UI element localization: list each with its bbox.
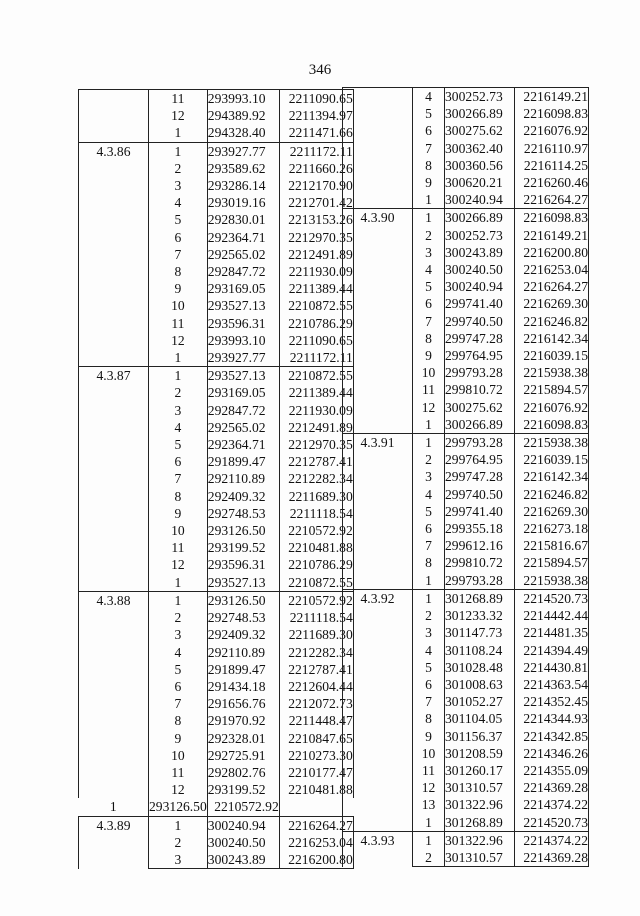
x-coordinate: 300240.94 xyxy=(445,191,515,209)
x-coordinate: 300240.94 xyxy=(445,278,515,295)
point-number: 1 xyxy=(174,574,182,590)
y-coordinate: 2210572.92 xyxy=(207,798,279,816)
y-coordinate: 2211394.97 xyxy=(279,107,353,124)
point-number: 2 xyxy=(174,834,182,850)
table-row xyxy=(343,434,589,452)
x-coordinate: 293589.62 xyxy=(207,160,279,177)
x-coordinate: 300252.73 xyxy=(445,88,515,106)
x-coordinate: 292565.02 xyxy=(207,246,279,263)
y-coordinate: 2216149.21 xyxy=(515,227,589,244)
point-number: 12 xyxy=(171,557,185,573)
x-coordinate: 299793.28 xyxy=(445,572,515,590)
x-coordinate: 293019.16 xyxy=(207,194,279,211)
y-coordinate: 2210872.55 xyxy=(279,297,353,314)
x-coordinate: 292110.89 xyxy=(207,644,279,661)
x-coordinate: 293927.77 xyxy=(207,142,279,160)
point-number: 7 xyxy=(174,696,182,712)
point-number: 2 xyxy=(174,385,182,401)
y-coordinate: 2216114.25 xyxy=(515,157,589,174)
y-coordinate: 2210872.55 xyxy=(279,367,353,385)
table-row xyxy=(343,831,589,849)
x-coordinate: 293126.50 xyxy=(207,591,279,609)
y-coordinate: 2211090.65 xyxy=(279,332,353,349)
point-number: 6 xyxy=(174,454,182,470)
y-coordinate: 2210847.65 xyxy=(279,730,353,747)
y-coordinate: 2216098.83 xyxy=(515,209,589,227)
point-number: 12 xyxy=(171,108,185,124)
x-coordinate: 299355.18 xyxy=(445,520,515,537)
point-number: 2 xyxy=(174,610,182,626)
y-coordinate: 2216098.83 xyxy=(515,416,589,434)
y-coordinate: 2210786.29 xyxy=(279,556,353,573)
y-coordinate: 2214374.22 xyxy=(515,796,589,813)
y-coordinate: 2214369.28 xyxy=(515,849,589,867)
point-number: 1 xyxy=(413,434,445,452)
point-number: 4 xyxy=(174,644,182,660)
x-coordinate: 301322.96 xyxy=(445,831,515,849)
point-number: 10 xyxy=(171,298,185,314)
point-number: 1 xyxy=(413,589,445,607)
y-coordinate: 2211118.54 xyxy=(279,505,353,522)
x-coordinate: 299747.28 xyxy=(445,330,515,347)
y-coordinate: 2211118.54 xyxy=(279,609,353,626)
y-coordinate: 2211172.11 xyxy=(279,349,353,367)
point-number: 13 xyxy=(421,797,436,813)
point-number: 7 xyxy=(425,694,432,710)
y-coordinate: 2216246.82 xyxy=(515,486,589,503)
point-number: 5 xyxy=(425,279,432,295)
y-coordinate: 2211930.09 xyxy=(279,263,353,280)
section-number: 4.3.92 xyxy=(343,589,413,831)
y-coordinate: 2210786.29 xyxy=(279,315,353,332)
y-coordinate: 2215938.38 xyxy=(515,572,589,590)
x-coordinate: 300266.89 xyxy=(445,416,515,434)
point-number: 4 xyxy=(174,419,182,435)
x-coordinate: 293527.13 xyxy=(207,574,279,592)
section-number: 4.3.87 xyxy=(79,367,149,592)
y-coordinate: 2211389.44 xyxy=(279,280,353,297)
section-number: 4.3.88 xyxy=(79,591,149,798)
y-coordinate: 2216264.27 xyxy=(515,278,589,295)
point-number: 3 xyxy=(174,402,182,418)
x-coordinate: 292364.71 xyxy=(207,436,279,453)
x-coordinate: 292830.01 xyxy=(207,211,279,228)
point-number: 1 xyxy=(149,591,208,609)
point-number: 1 xyxy=(149,367,208,385)
y-coordinate: 2210177.47 xyxy=(279,764,353,781)
x-coordinate: 292725.91 xyxy=(207,747,279,764)
x-coordinate: 291656.76 xyxy=(207,695,279,712)
y-coordinate: 2212072.73 xyxy=(279,695,353,712)
point-number: 1 xyxy=(425,814,432,830)
y-coordinate: 2214394.49 xyxy=(515,642,589,659)
point-number: 2 xyxy=(425,452,432,468)
y-coordinate: 2216076.92 xyxy=(515,122,589,139)
x-coordinate: 299810.72 xyxy=(445,554,515,571)
x-coordinate: 300266.89 xyxy=(445,105,515,122)
x-coordinate: 291899.47 xyxy=(207,661,279,678)
y-coordinate: 2216264.27 xyxy=(515,191,589,209)
x-coordinate: 301008.63 xyxy=(445,676,515,693)
point-number: 4 xyxy=(425,486,432,502)
y-coordinate: 2216253.04 xyxy=(515,261,589,278)
x-coordinate: 300240.50 xyxy=(207,834,279,851)
y-coordinate: 2212282.34 xyxy=(279,470,353,487)
table-row xyxy=(79,142,354,160)
y-coordinate: 2211090.65 xyxy=(279,90,353,108)
point-number: 6 xyxy=(174,229,182,245)
point-number: 4 xyxy=(425,262,432,278)
x-coordinate: 301108.24 xyxy=(445,642,515,659)
y-coordinate: 2214344.93 xyxy=(515,710,589,727)
x-coordinate: 301310.57 xyxy=(445,849,515,867)
point-number: 11 xyxy=(171,315,185,331)
point-number: 8 xyxy=(425,330,432,346)
section-number: 4.3.89 xyxy=(79,816,149,869)
y-coordinate: 2211689.30 xyxy=(279,488,353,505)
x-coordinate: 299741.40 xyxy=(445,295,515,312)
point-number: 10 xyxy=(171,523,185,539)
point-number: 3 xyxy=(425,625,432,641)
point-number: 1 xyxy=(413,209,445,227)
point-number: 5 xyxy=(425,503,432,519)
x-coordinate: 300275.62 xyxy=(445,399,515,416)
x-coordinate: 299793.28 xyxy=(445,434,515,452)
x-coordinate: 292409.32 xyxy=(207,488,279,505)
point-number: 12 xyxy=(171,332,185,348)
x-coordinate: 299612.16 xyxy=(445,537,515,554)
y-coordinate: 2216264.27 xyxy=(279,816,353,834)
table-row xyxy=(343,589,589,607)
table-row xyxy=(79,798,354,816)
section-number xyxy=(79,90,149,143)
x-coordinate: 293527.13 xyxy=(207,297,279,314)
point-number: 6 xyxy=(425,521,432,537)
y-coordinate: 2211172.11 xyxy=(279,142,353,160)
point-number: 9 xyxy=(174,281,182,297)
point-number: 6 xyxy=(425,123,432,139)
y-coordinate: 2216200.80 xyxy=(279,851,353,869)
y-coordinate: 2214352.45 xyxy=(515,693,589,710)
y-coordinate: 2214481.35 xyxy=(515,624,589,641)
x-coordinate: 292802.76 xyxy=(207,764,279,781)
x-coordinate: 291899.47 xyxy=(207,453,279,470)
y-coordinate: 2212604.44 xyxy=(279,678,353,695)
x-coordinate: 293596.31 xyxy=(207,556,279,573)
x-coordinate: 301260.17 xyxy=(445,762,515,779)
section-number xyxy=(343,88,413,209)
x-coordinate: 292364.71 xyxy=(207,229,279,246)
x-coordinate: 293169.05 xyxy=(207,384,279,401)
point-number: 8 xyxy=(174,264,182,280)
coordinates-table-left xyxy=(78,89,354,869)
x-coordinate: 301147.73 xyxy=(445,624,515,641)
point-number: 6 xyxy=(425,676,432,692)
y-coordinate: 2212170.90 xyxy=(279,177,353,194)
point-number: 12 xyxy=(421,399,436,415)
point-number: 11 xyxy=(149,90,208,108)
x-coordinate: 292748.53 xyxy=(207,505,279,522)
table-row xyxy=(343,209,589,227)
point-number: 10 xyxy=(421,365,436,381)
y-coordinate: 2216076.92 xyxy=(515,399,589,416)
y-coordinate: 2216200.80 xyxy=(515,244,589,261)
x-coordinate: 299764.95 xyxy=(445,347,515,364)
point-number: 9 xyxy=(174,505,182,521)
point-number: 1 xyxy=(149,142,208,160)
point-number: 2 xyxy=(413,849,445,867)
x-coordinate: 299740.50 xyxy=(445,313,515,330)
x-coordinate: 300240.50 xyxy=(445,261,515,278)
point-number: 6 xyxy=(174,678,182,694)
y-coordinate: 2216142.34 xyxy=(515,468,589,485)
section-number: 4.3.91 xyxy=(343,434,413,590)
y-coordinate: 2216260.46 xyxy=(515,174,589,191)
x-coordinate: 300252.73 xyxy=(445,227,515,244)
y-coordinate: 2216098.83 xyxy=(515,105,589,122)
x-coordinate: 291434.18 xyxy=(207,678,279,695)
y-coordinate: 2211930.09 xyxy=(279,402,353,419)
y-coordinate: 2211471.66 xyxy=(279,124,353,142)
x-coordinate: 301268.89 xyxy=(445,589,515,607)
point-number: 9 xyxy=(425,728,432,744)
section-number: 4.3.90 xyxy=(343,209,413,434)
y-coordinate: 2211389.44 xyxy=(279,384,353,401)
point-number: 5 xyxy=(174,661,182,677)
coordinates-table-right xyxy=(342,87,589,867)
x-coordinate: 291970.92 xyxy=(207,712,279,729)
point-number: 8 xyxy=(174,713,182,729)
y-coordinate: 2214442.44 xyxy=(515,607,589,624)
point-number: 1 xyxy=(174,125,182,141)
x-coordinate: 299740.50 xyxy=(445,486,515,503)
x-coordinate: 299810.72 xyxy=(445,381,515,398)
x-coordinate: 293527.13 xyxy=(207,367,279,385)
point-number: 7 xyxy=(425,140,432,156)
point-number: 7 xyxy=(425,313,432,329)
page-number: 346 xyxy=(308,62,332,78)
point-number: 5 xyxy=(425,106,432,122)
y-coordinate: 2214369.28 xyxy=(515,779,589,796)
point-number: 10 xyxy=(421,745,436,761)
point-number: 11 xyxy=(171,764,185,780)
x-coordinate: 293169.05 xyxy=(207,280,279,297)
x-coordinate: 301322.96 xyxy=(445,796,515,813)
y-coordinate: 2216273.18 xyxy=(515,520,589,537)
x-coordinate: 300240.94 xyxy=(207,816,279,834)
x-coordinate: 299741.40 xyxy=(445,503,515,520)
point-number: 1 xyxy=(425,572,432,588)
x-coordinate: 293126.50 xyxy=(149,799,207,815)
x-coordinate: 294389.92 xyxy=(207,107,279,124)
point-number: 1 xyxy=(174,350,182,366)
x-coordinate: 300360.56 xyxy=(445,157,515,174)
y-coordinate: 2210481.88 xyxy=(279,781,353,798)
y-coordinate: 2211660.26 xyxy=(279,160,353,177)
point-number: 8 xyxy=(174,488,182,504)
point-number: 3 xyxy=(425,469,432,485)
y-coordinate: 2210572.92 xyxy=(279,591,353,609)
table-row xyxy=(79,591,354,609)
y-coordinate: 2214430.81 xyxy=(515,659,589,676)
point-number: 11 xyxy=(421,762,436,778)
y-coordinate: 2214520.73 xyxy=(515,814,589,832)
point-number: 5 xyxy=(174,437,182,453)
x-coordinate: 301233.32 xyxy=(445,607,515,624)
y-coordinate: 2216110.97 xyxy=(515,140,589,157)
y-coordinate: 2210872.55 xyxy=(279,574,353,592)
x-coordinate: 293596.31 xyxy=(207,315,279,332)
point-number: 2 xyxy=(174,160,182,176)
y-coordinate: 2211448.47 xyxy=(279,712,353,729)
x-coordinate: 293199.52 xyxy=(207,781,279,798)
x-coordinate: 293993.10 xyxy=(207,332,279,349)
y-coordinate: 2212282.34 xyxy=(279,644,353,661)
x-coordinate: 300243.89 xyxy=(445,244,515,261)
point-number: 4 xyxy=(425,642,432,658)
x-coordinate: 301052.27 xyxy=(445,693,515,710)
y-coordinate: 2214374.22 xyxy=(515,831,589,849)
point-number: 3 xyxy=(425,244,432,260)
y-coordinate: 2214355.09 xyxy=(515,762,589,779)
y-coordinate: 2214342.85 xyxy=(515,728,589,745)
x-coordinate: 292328.01 xyxy=(207,730,279,747)
y-coordinate: 2212491.89 xyxy=(279,246,353,263)
y-coordinate: 2212491.89 xyxy=(279,419,353,436)
point-number: 8 xyxy=(425,711,432,727)
point-number: 9 xyxy=(425,175,432,191)
y-coordinate: 2211689.30 xyxy=(279,626,353,643)
y-coordinate: 2214346.26 xyxy=(515,745,589,762)
point-number: 11 xyxy=(171,540,185,556)
y-coordinate: 2212701.42 xyxy=(279,194,353,211)
x-coordinate: 292110.89 xyxy=(207,470,279,487)
y-coordinate: 2214520.73 xyxy=(515,589,589,607)
point-number: 5 xyxy=(174,212,182,228)
point-number: 1 xyxy=(109,799,117,815)
table-row xyxy=(79,90,354,108)
point-number: 5 xyxy=(425,659,432,675)
point-number: 3 xyxy=(174,627,182,643)
y-coordinate: 2216253.04 xyxy=(279,834,353,851)
point-number: 8 xyxy=(425,555,432,571)
x-coordinate: 293927.77 xyxy=(207,349,279,367)
y-coordinate: 2215938.38 xyxy=(515,434,589,452)
x-coordinate: 293286.14 xyxy=(207,177,279,194)
section-number: 4.3.93 xyxy=(343,831,413,866)
y-coordinate: 2216269.30 xyxy=(515,503,589,520)
y-coordinate: 2212970.35 xyxy=(279,229,353,246)
x-coordinate: 300243.89 xyxy=(207,851,279,869)
y-coordinate: 2215938.38 xyxy=(515,364,589,381)
x-coordinate: 299747.28 xyxy=(445,468,515,485)
x-coordinate: 294328.40 xyxy=(207,124,279,142)
point-number: 1 xyxy=(425,416,432,432)
y-coordinate: 2216039.15 xyxy=(515,451,589,468)
point-number: 7 xyxy=(174,471,182,487)
x-coordinate: 300362.40 xyxy=(445,140,515,157)
point-number: 10 xyxy=(171,747,185,763)
x-coordinate: 301028.48 xyxy=(445,659,515,676)
y-coordinate: 2216269.30 xyxy=(515,295,589,312)
y-coordinate: 2210481.88 xyxy=(279,539,353,556)
y-coordinate: 2216246.82 xyxy=(515,313,589,330)
y-coordinate: 2216142.34 xyxy=(515,330,589,347)
x-coordinate: 301310.57 xyxy=(445,779,515,796)
x-coordinate: 293126.50 xyxy=(207,522,279,539)
point-number: 4 xyxy=(413,88,445,106)
y-coordinate: 2212787.41 xyxy=(279,453,353,470)
point-number: 11 xyxy=(421,382,436,398)
point-number: 12 xyxy=(421,780,436,796)
y-coordinate: 2210273.30 xyxy=(279,747,353,764)
y-coordinate: 2212970.35 xyxy=(279,436,353,453)
x-coordinate: 293199.52 xyxy=(207,539,279,556)
point-number: 2 xyxy=(425,227,432,243)
x-coordinate: 292565.02 xyxy=(207,419,279,436)
x-coordinate: 292409.32 xyxy=(207,626,279,643)
y-coordinate: 2215894.57 xyxy=(515,381,589,398)
x-coordinate: 292847.72 xyxy=(207,402,279,419)
y-coordinate: 2214363.54 xyxy=(515,676,589,693)
point-number: 6 xyxy=(425,296,432,312)
point-number: 8 xyxy=(425,157,432,173)
x-coordinate: 299793.28 xyxy=(445,364,515,381)
table-row xyxy=(79,816,354,834)
x-coordinate: 300620.21 xyxy=(445,174,515,191)
y-coordinate: 2213153.26 xyxy=(279,211,353,228)
point-number: 9 xyxy=(425,348,432,364)
point-number: 7 xyxy=(425,538,432,554)
table-row xyxy=(343,88,589,106)
y-coordinate: 2216149.21 xyxy=(515,88,589,106)
point-number: 12 xyxy=(171,782,185,798)
point-number: 3 xyxy=(149,851,208,869)
x-coordinate: 301208.59 xyxy=(445,745,515,762)
x-coordinate: 301104.05 xyxy=(445,710,515,727)
x-coordinate: 293993.10 xyxy=(207,90,279,108)
x-coordinate: 300275.62 xyxy=(445,122,515,139)
y-coordinate: 2210572.92 xyxy=(279,522,353,539)
y-coordinate: 2215894.57 xyxy=(515,554,589,571)
y-coordinate: 2215816.67 xyxy=(515,537,589,554)
y-coordinate: 2212787.41 xyxy=(279,661,353,678)
section-number: 4.3.86 xyxy=(79,142,149,367)
x-coordinate: 300266.89 xyxy=(445,209,515,227)
point-number: 1 xyxy=(413,831,445,849)
point-number: 3 xyxy=(174,178,182,194)
point-number: 4 xyxy=(174,195,182,211)
point-number: 2 xyxy=(425,608,432,624)
x-coordinate: 292847.72 xyxy=(207,263,279,280)
x-coordinate: 301268.89 xyxy=(445,814,515,832)
point-number: 1 xyxy=(149,816,208,834)
x-coordinate: 301156.37 xyxy=(445,728,515,745)
point-number: 1 xyxy=(425,192,432,208)
table-row xyxy=(79,367,354,385)
x-coordinate: 299764.95 xyxy=(445,451,515,468)
x-coordinate: 292748.53 xyxy=(207,609,279,626)
point-number: 7 xyxy=(174,246,182,262)
y-coordinate: 2216039.15 xyxy=(515,347,589,364)
point-number: 9 xyxy=(174,730,182,746)
